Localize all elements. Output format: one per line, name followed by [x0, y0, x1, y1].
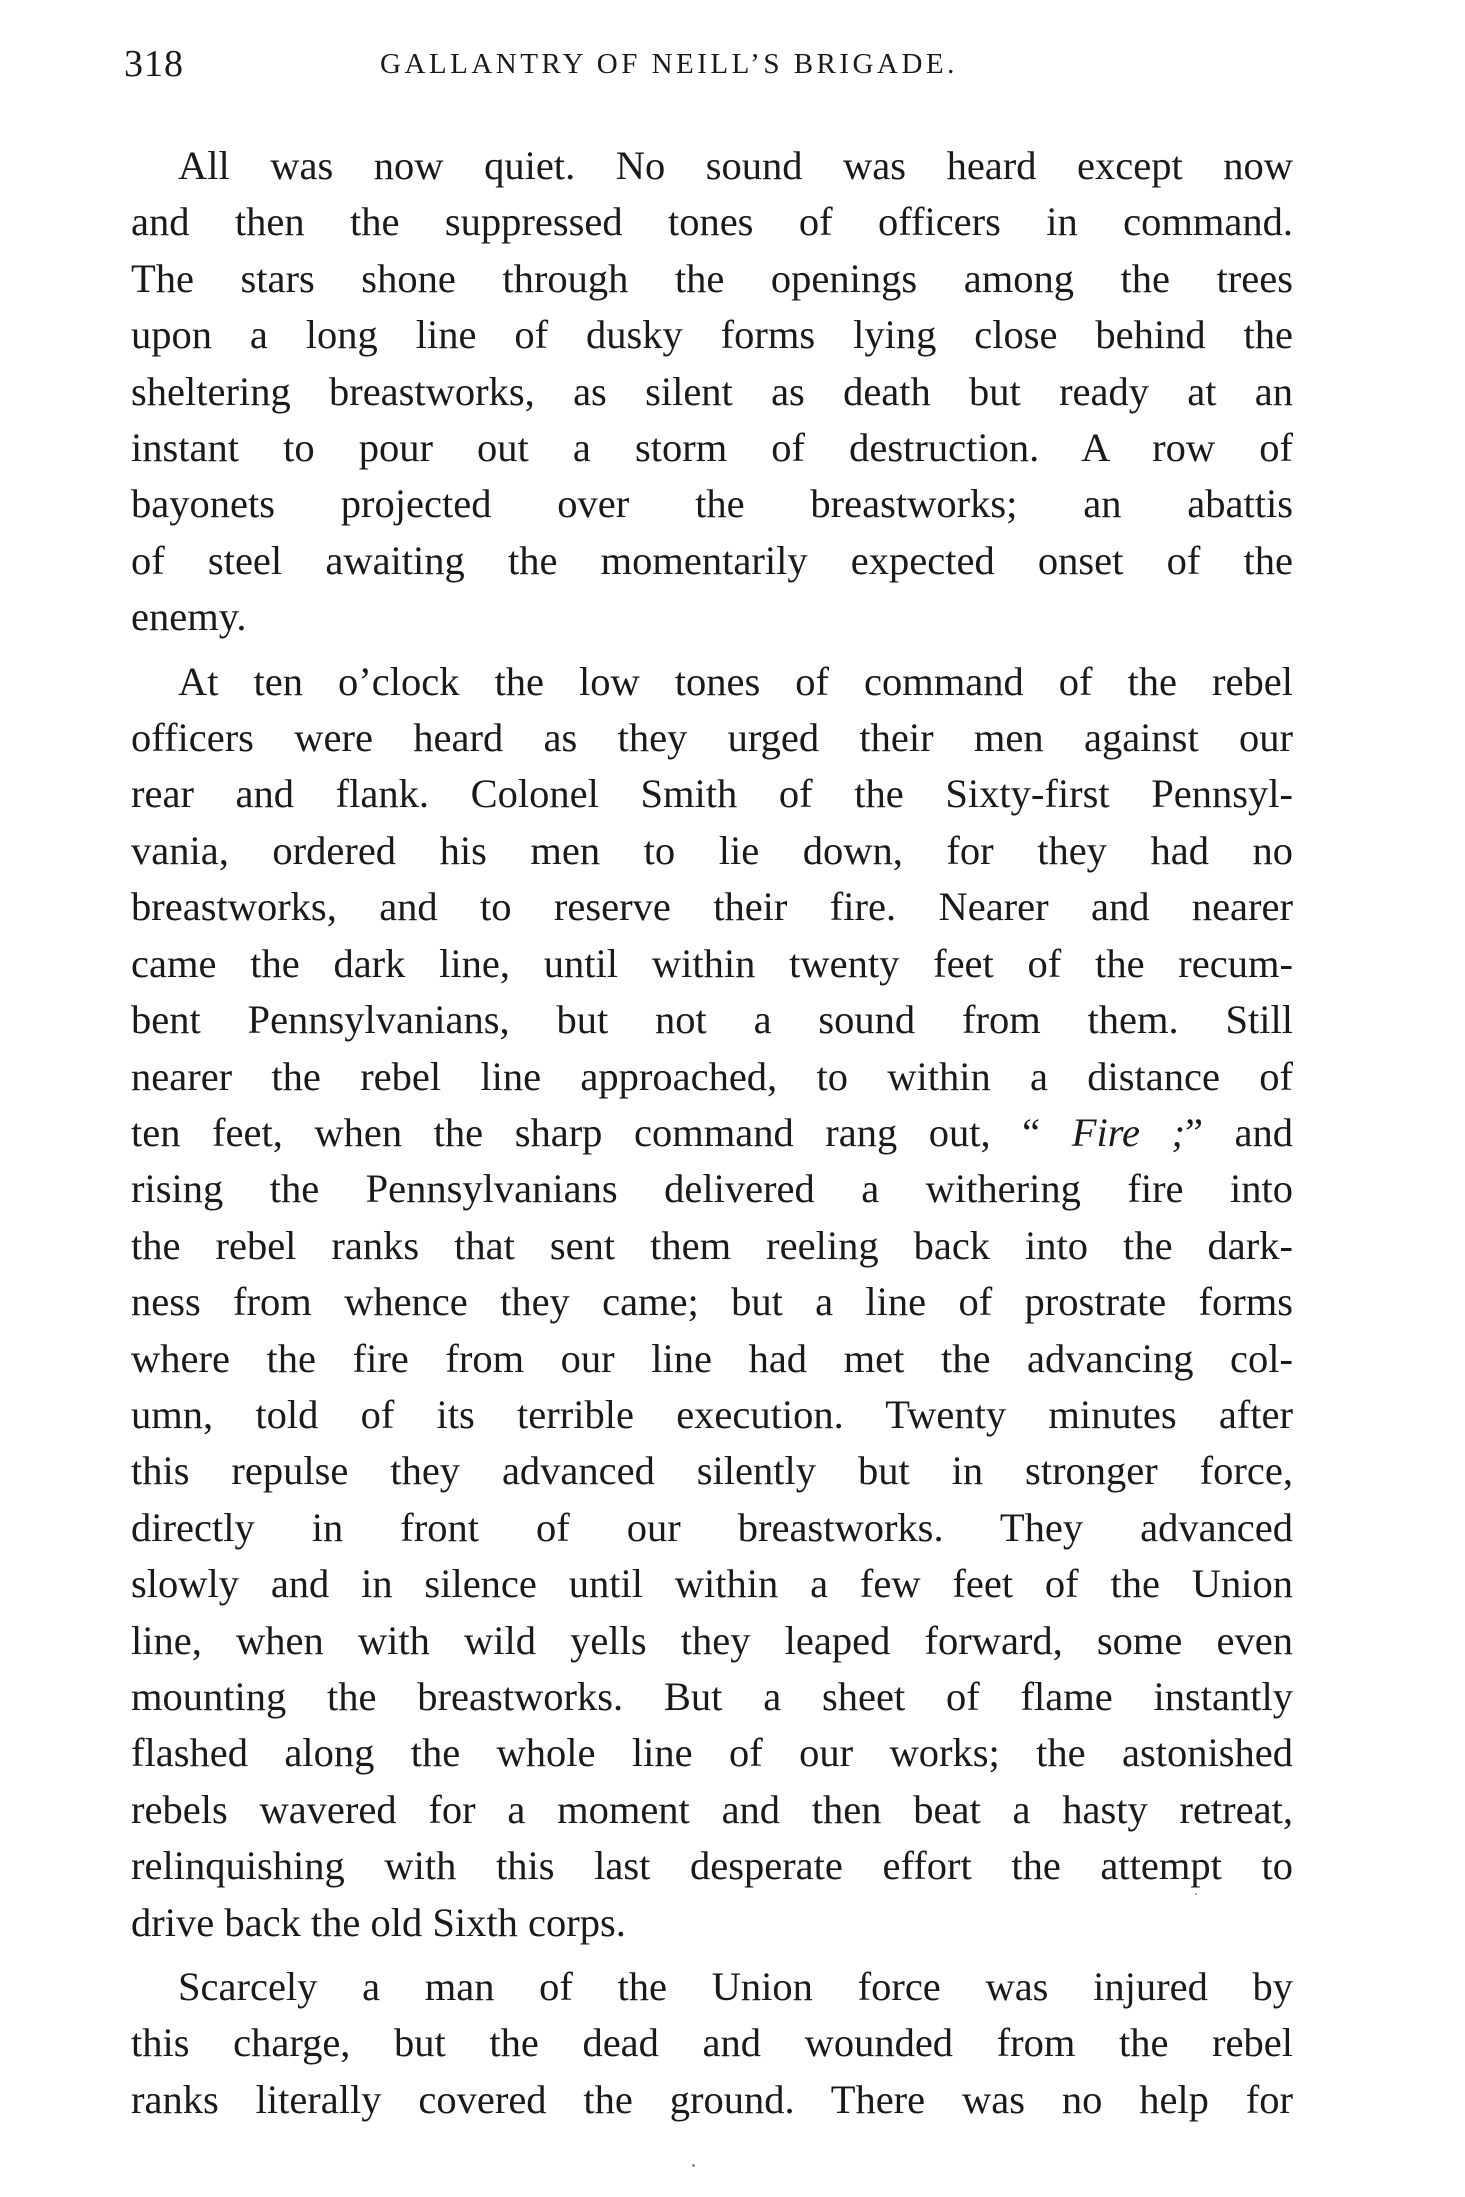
running-head — [124, 42, 1299, 102]
paragraph-1 — [131, 138, 1293, 646]
text-line: drive back the old Sixth corps. — [131, 1899, 626, 1945]
text-line: rebels wavered for a moment and then beat a hasty retreat, — [131, 1786, 1293, 1832]
text-line: rear and flank. Colonel Smith of the Sixty-first Pennsyl- — [131, 771, 1293, 817]
paragraph-2 — [131, 654, 1293, 1951]
text-line: slowly and in silence until within a few feet of the Union — [131, 1561, 1293, 1607]
paper-speck — [692, 2164, 695, 2167]
paragraph-3 — [131, 1959, 1293, 2128]
text-line: ranks literally covered the ground. There was no help for — [131, 2076, 1293, 2122]
text-line: of steel awaiting the momentarily expected onset of the — [131, 537, 1293, 583]
text-line: this repulse they advanced silently but in stronger force, — [131, 1448, 1293, 1494]
text-line: At ten o’clock the low tones of command of the rebel — [178, 658, 1293, 704]
text-line: this charge, but the dead and wounded from the rebel — [131, 2020, 1293, 2066]
text-line: Scarcely a man of the Union force was injured by — [178, 1964, 1293, 2009]
text-line: All was now quiet. No sound was heard except now — [178, 143, 1293, 188]
paper-speck — [1195, 1893, 1197, 1895]
body-text — [131, 138, 1293, 2128]
text-line-with-italic — [131, 1105, 1293, 1161]
text-line: nearer the rebel line approached, to within a distance of — [131, 1053, 1293, 1099]
text-line: came the dark line, until within twenty feet of the recum- — [131, 940, 1293, 986]
text-segment: ” and — [1184, 1109, 1293, 1155]
italic-fire: Fire ; — [1071, 1109, 1185, 1155]
text-line: officers were heard as they urged their men against our — [131, 715, 1293, 761]
text-line: breastworks, and to reserve their fire. Nearer and nearer — [131, 884, 1293, 930]
text-line: instant to pour out a storm of destruction. A row of — [131, 425, 1293, 471]
text-line: The stars shone through the openings among the trees — [131, 255, 1293, 301]
text-line: enemy. — [131, 594, 247, 640]
text-line: relinquishing with this last desperate effort the attempt to — [131, 1843, 1293, 1889]
text-segment: ten feet, when the sharp command rang out, “ — [131, 1109, 1072, 1155]
text-line: bayonets projected over the breastworks; an abattis — [131, 481, 1293, 527]
text-line: line, when with wild yells they leaped forward, some even — [131, 1617, 1293, 1663]
text-line: the rebel ranks that sent them reeling back into the dark- — [131, 1222, 1293, 1268]
text-line: and then the suppressed tones of officers in command. — [131, 199, 1293, 245]
text-line: directly in front of our breastworks. They advanced — [131, 1504, 1293, 1550]
text-line: vania, ordered his men to lie down, for they had no — [131, 827, 1293, 873]
text-line: sheltering breastworks, as silent as death but ready at an — [131, 368, 1293, 414]
running-title: GALLANTRY OF NEILL’S BRIGADE. — [380, 48, 958, 80]
text-line: mounting the breastworks. But a sheet of flame instantly — [131, 1673, 1293, 1719]
page-number: 318 — [124, 43, 184, 85]
text-line: ness from whence they came; but a line of prostrate forms — [131, 1279, 1293, 1325]
text-line: flashed along the whole line of our works; the astonished — [131, 1730, 1293, 1776]
text-line: bent Pennsylvanians, but not a sound from them. Still — [131, 997, 1293, 1043]
text-line: rising the Pennsylvanians delivered a withering fire into — [131, 1166, 1293, 1212]
text-line: upon a long line of dusky forms lying close behind the — [131, 312, 1293, 358]
text-line: where the fire from our line had met the advancing col- — [131, 1335, 1293, 1381]
text-line: umn, told of its terrible execution. Twenty minutes after — [131, 1391, 1293, 1437]
